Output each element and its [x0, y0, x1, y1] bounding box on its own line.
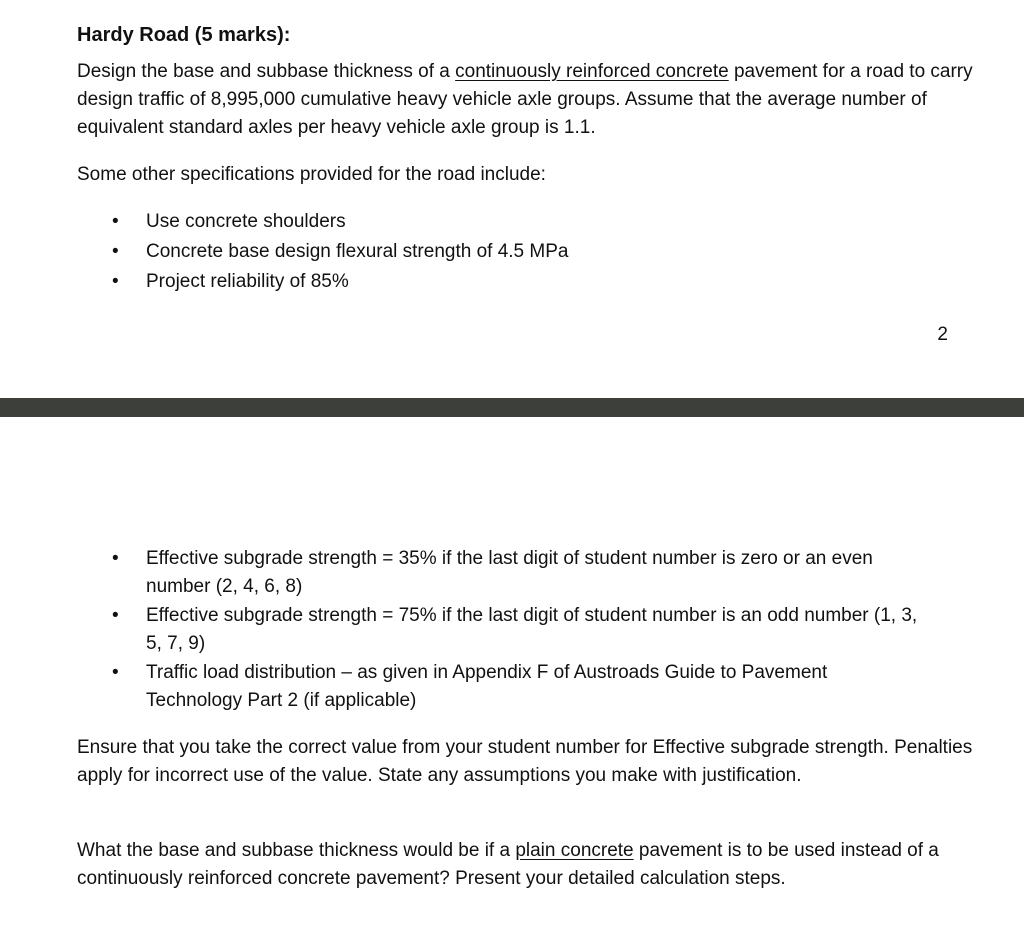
question-text-end: pavement is to be used instead of a continuously reinforced concrete pavement? Present your detailed calculation steps. [77, 840, 939, 889]
list-item-text: Effective subgrade strength = 35% if the last digit of student number is zero or an even number (2, 4, 6, 8) [146, 548, 873, 597]
intro-paragraph [77, 58, 987, 142]
spec-list-bottom [0, 545, 926, 716]
list-item [0, 545, 926, 601]
bullet-icon: • [112, 241, 119, 262]
spec-list-top [0, 207, 926, 297]
intro-text-start: Design the base and subbase thickness of a [77, 61, 456, 82]
list-item [0, 237, 926, 267]
plain-concrete-underlined-term: plain concrete [515, 840, 634, 861]
bullet-icon: • [112, 211, 119, 232]
page-divider [0, 398, 1024, 417]
list-item-text: Effective subgrade strength = 75% if the last digit of student number is an odd number (1, 3, 5, 7, 9) [146, 605, 918, 654]
page-bottom [0, 417, 1024, 925]
bullet-icon: • [112, 662, 119, 683]
list-item [0, 207, 926, 237]
bullet-icon: • [112, 548, 119, 569]
question-text-start: What the base and subbase thickness would be if a [77, 840, 516, 861]
list-item-text: Use concrete shoulders [146, 211, 346, 232]
list-item [0, 267, 926, 297]
list-item-text: Project reliability of 85% [146, 271, 349, 292]
bullet-icon: • [112, 271, 119, 292]
question-heading: Hardy Road (5 marks): [77, 24, 291, 46]
intro-text-end: pavement for a road to carry design traffic of 8,995,000 cumulative heavy vehicle axle groups. Assume that the average number of equivalent standard axles per heavy vehicle axle group is 1.1. [77, 61, 973, 138]
instructions-paragraph: Ensure that you take the correct value from your student number for Effective subgrade strength. Penalties apply for incorrect use of the value. State any assumptions you make with justification. [77, 737, 973, 786]
list-item [0, 602, 926, 658]
list-item-text: Concrete base design flexural strength of 4.5 MPa [146, 241, 569, 262]
specs-intro: Some other specifications provided for the road include: [77, 164, 546, 185]
crc-underlined-term: continuously reinforced concrete [455, 61, 729, 82]
list-item [0, 659, 926, 715]
bullet-icon: • [112, 605, 119, 626]
page-number: 2 [937, 324, 948, 345]
question-paragraph [77, 837, 987, 893]
page-top [0, 0, 1024, 398]
list-item-text: Traffic load distribution – as given in Appendix F of Austroads Guide to Pavement Technology Part 2 (if applicable) [146, 662, 828, 711]
